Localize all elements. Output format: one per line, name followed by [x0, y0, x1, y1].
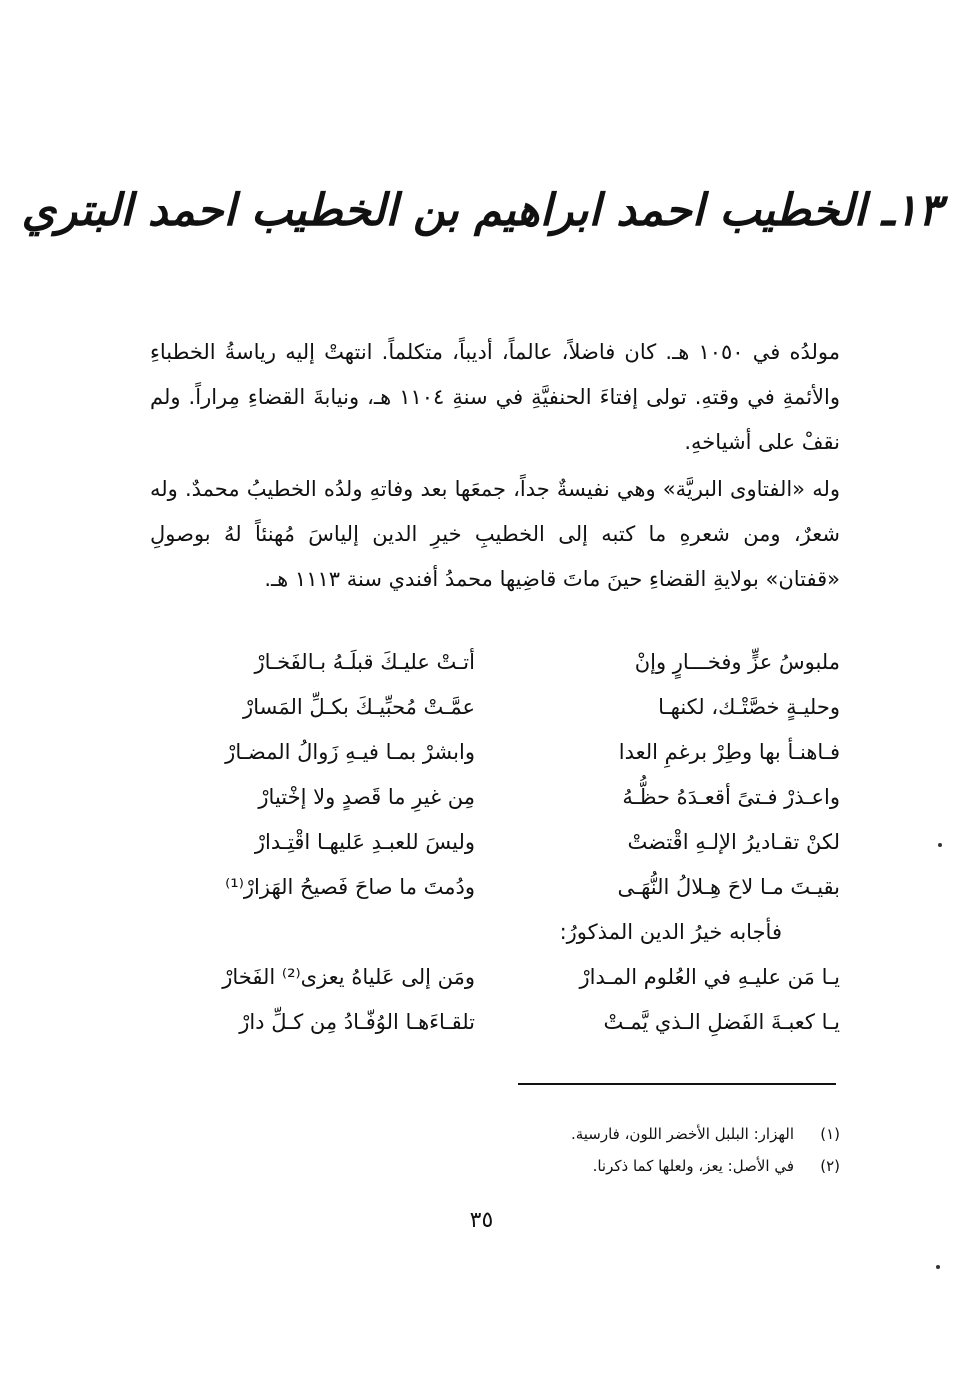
verse-row [150, 775, 840, 820]
verse-second-hemistich: ومَن إلى عَلياهُ يعزى⁽²⁾ الفَخارْ [222, 965, 475, 989]
scan-speck [938, 843, 942, 847]
reply-intro: فأجابه خيرُ الدين المذكورُ: [559, 920, 782, 944]
scan-speck [936, 1265, 940, 1269]
verse-first-hemistich: بقيـتَ مـا لاحَ هِـلالُ النُّهَـى [617, 875, 840, 899]
verse-first-hemistich: ملبوسُ عزٍّ وفخـــارٍ وإنْ [634, 650, 840, 674]
verse-first-hemistich: يـا مَن عليـهِ في العُلوم المـدارْ [579, 965, 840, 989]
verse-first-hemistich: واعـذرْ فـتىً أقعـدَهُ حظُّـهُ [622, 785, 840, 809]
verse-second-hemistich: ودُمتَ ما صاحَ فَصيحُ الهَزارْ⁽¹⁾ [225, 875, 475, 899]
footnote-text: في الأصل: يعز، ولعلها كما ذكرنا. [592, 1157, 794, 1175]
footnote [300, 1150, 840, 1182]
footnote-text: الهزار: البلبل الأخضر اللون، فارسية. [570, 1125, 794, 1143]
verse-second-hemistich: أتـتْ عليـكَ قبلَـهُ بـالفَخـارْ [254, 650, 475, 674]
verse-row [150, 820, 840, 865]
verse-row [150, 640, 840, 685]
verse-row [150, 955, 840, 1000]
verse-row [150, 685, 840, 730]
verse-row [150, 865, 840, 910]
verse-second-hemistich: مِن غيرِ ما قَصدٍ ولا إخْتيارْ [258, 785, 475, 809]
verse-second-hemistich: عمَّـتْ مُحبِّيـكَ بكـلِّ المَسارْ [243, 695, 475, 719]
section-title: ١٣ـ الخطيب احمد ابراهيم بن الخطيب احمد البتري [21, 185, 942, 236]
poem-reply [150, 955, 840, 1045]
verse-row [150, 1000, 840, 1045]
verse-second-hemistich: تلقـاءَهـا الوُفّـادُ مِن كـلِّ دارْ [239, 1010, 475, 1034]
verse-first-hemistich: فـاهنـأ بها وطِرْ برغمِ العدا [618, 740, 840, 764]
verse-first-hemistich: لكنْ تقـاديرُ الإلـهِ اقْتضتْ [627, 830, 840, 854]
verse-first-hemistich: وحليـةٍ خصَّتْـك، لكنهـا [658, 695, 840, 719]
footnote [300, 1118, 840, 1150]
verse-second-hemistich: وليسَ للعبـدِ عَليهـا اقْتِـدارْ [254, 830, 475, 854]
page-number: ٣٥ [469, 1208, 494, 1233]
paragraph-works: وله «الفتاوى البريَّة» وهي نفيسةٌ جداً، جمعَها بعد وفاتهِ ولدُه الخطيبُ محمدٌ. وله شعرٌ، ومن شعرهِ ما كتبه إلى الخطيبِ خيرِ الدين إلياسَ مُهنئاً لهُ بوصولِ «قفتان» بولايةِ القضاءِ حينَ ماتَ قاضِيها محمدُ أفندي سنة ١١١٣ هـ. [150, 477, 840, 591]
verse-first-hemistich: يـا كعبـةَ الفَضلِ الـذي يَّمـتْ [603, 1010, 840, 1034]
footnotes [300, 1118, 840, 1182]
footnote-separator [518, 1083, 836, 1085]
footnote-number: (٢) [820, 1157, 840, 1175]
paragraph-biography: مولدُه في ١٠٥٠ هـ. كان فاضلاً، عالماً، أديباً، متكلماً. انتهتْ إليه رياسةُ الخطباءِ والأئمةِ في وقتهِ. تولى إفتاءَ الحنفيَّةِ في سنةِ ١١٠٤ هـ، ونيابةَ القضاءِ مِراراً. ولم نقفْ على أشياخهِ. [150, 340, 840, 454]
verse-second-hemistich: وابشرْ بمـا فيـهِ زَوالُ المضـارْ [225, 740, 475, 764]
footnote-number: (١) [820, 1125, 840, 1143]
poem-congratulation [150, 640, 840, 910]
verse-row [150, 730, 840, 775]
